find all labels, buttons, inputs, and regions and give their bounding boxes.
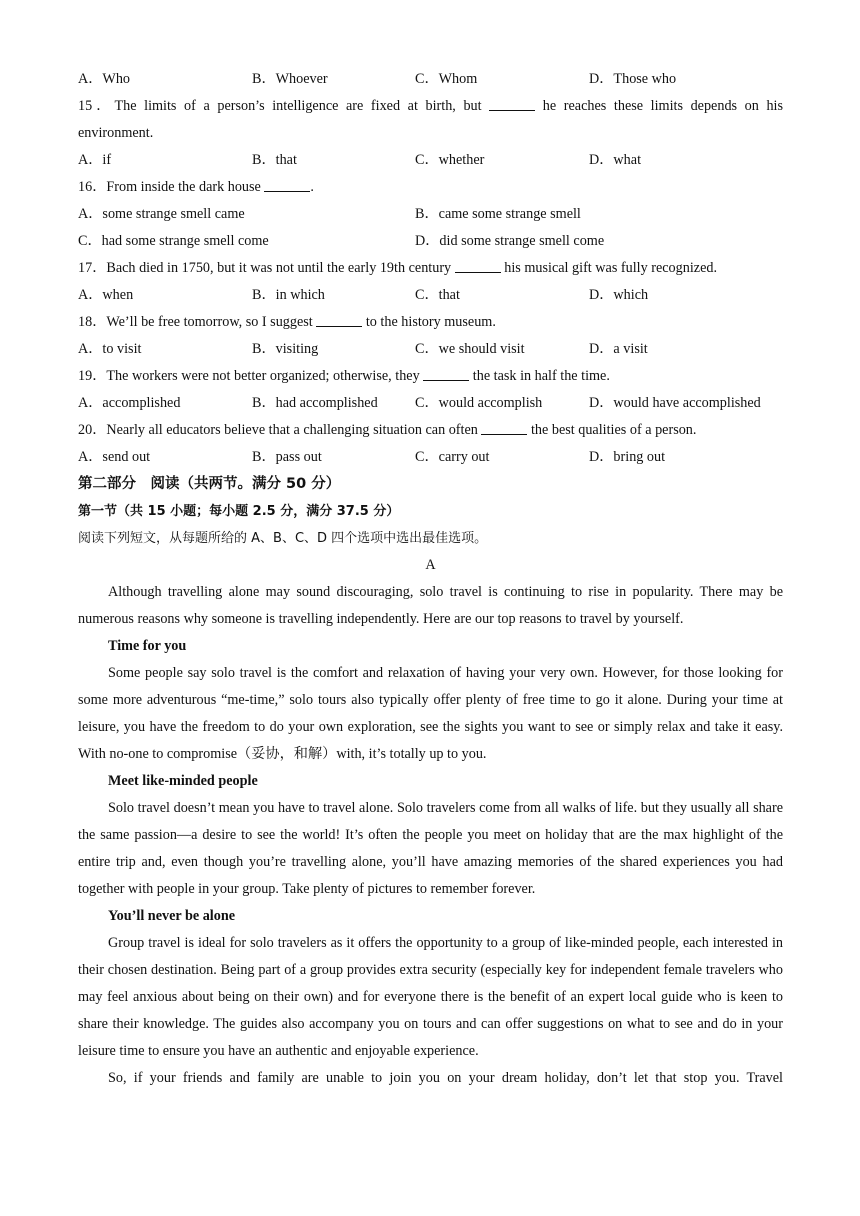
q20-option-a: A．send out: [78, 449, 151, 465]
q16-options-row1: [78, 201, 783, 228]
q19-option-a: A．accomplished: [78, 395, 181, 411]
passage-label: A: [425, 557, 436, 573]
answer-blank: [423, 364, 469, 381]
section1-title: 第一节（共 15 小题；每小题 2.5 分，满分 37.5 分）: [78, 504, 400, 519]
q14-option-a: A．Who: [78, 71, 131, 87]
passage-paragraph-1: Some people say solo travel is the comfort and relaxation of having your very own. However, for those looking for some more adventurous “me-time,” solo tours also typically offer plenty of free time to go it alone. During your time at leisure, you have the freedom to do your own exploration, see the sights you want to see or simply relax and take it easy. With no-one to compromise（妥协，和解）with, it’s totally up to you.: [78, 665, 783, 762]
q19-option-d: D．would have accomplished: [589, 395, 761, 411]
part2-title: 第二部分 阅读（共两节。满分 50 分）: [78, 476, 341, 492]
passage-heading-never-alone: You’ll never be alone: [108, 908, 236, 924]
passage-heading-meet-people: Meet like-minded people: [108, 773, 258, 789]
q18-option-b: B．visiting: [252, 341, 319, 357]
q15-stem-cont: environment.: [78, 125, 154, 141]
answer-blank: [264, 175, 310, 192]
q18-option-d: D．a visit: [589, 341, 648, 357]
q15-option-d: D．what: [589, 152, 642, 168]
reading-instruction: 阅读下列短文，从每题所给的 A、B、C、D 四个选项中选出最佳选项。: [78, 531, 488, 546]
q14-options: [78, 66, 783, 93]
q17-option-c: C．that: [415, 287, 460, 303]
q19-options: [78, 390, 783, 417]
passage-intro: Although travelling alone may sound discouraging, solo travel is continuing to rise in popularity. There may be numerous reasons why someone is travelling independently. Here are our top reasons to travel by yourself.: [78, 584, 783, 627]
q16-option-a: A．some strange smell came: [78, 206, 245, 222]
q17-option-d: D．which: [589, 287, 649, 303]
q18-option-a: A．to visit: [78, 341, 142, 357]
q15-stem: 15．The limits of a person’s intelligence are fixed at birth, but he reaches these limits depends on his: [78, 93, 783, 120]
q16-options-row2: [78, 228, 783, 255]
q18-option-c: C．we should visit: [415, 341, 525, 357]
answer-blank: [455, 256, 501, 273]
answer-blank: [316, 310, 362, 327]
passage-paragraph-4: So, if your friends and family are unable to join you on your dream holiday, don’t let that stop you. Travel: [108, 1070, 783, 1086]
q14-option-d: D．Those who: [589, 71, 677, 87]
q20-option-d: D．bring out: [589, 449, 666, 465]
q15-options: [78, 147, 783, 174]
passage-paragraph-2: Solo travel doesn’t mean you have to travel alone. Solo travelers come from all walks of life. but they usually all share the same passion—a desire to see the world! It’s often the people you meet on holiday that are the max highlight of the entire trip and, even though you’re travelling alone, you’ll have amazing memories of the shared experiences you had together with people in your group. Take plenty of pictures to remember forever.: [78, 800, 783, 897]
answer-blank: [489, 94, 535, 111]
q16-stem: 16．From inside the dark house .: [78, 174, 783, 201]
q16-option-b: B．came some strange smell: [415, 206, 581, 222]
q15-option-a: A．if: [78, 152, 112, 168]
q18-stem: 18．We’ll be free tomorrow, so I suggest to the history museum.: [78, 309, 783, 336]
q14-option-c: C．Whom: [415, 71, 478, 87]
q17-option-a: A．when: [78, 287, 134, 303]
passage-heading-time-for-you: Time for you: [108, 638, 187, 654]
q17-options: [78, 282, 783, 309]
q19-option-b: B．had accomplished: [252, 395, 378, 411]
q16-option-c: C．had some strange smell come: [78, 233, 269, 249]
q15-option-b: B．that: [252, 152, 297, 168]
q19-option-c: C．would accomplish: [415, 395, 543, 411]
q18-options: [78, 336, 783, 363]
passage-paragraph-3: Group travel is ideal for solo travelers as it offers the opportunity to a group of like-minded people, each interested in their chosen destination. Being part of a group provides extra security (especially key for independent female travelers who may feel anxious about being on their own) and for everyone there is the benefit of an expert local guide who is keen to share their knowledge. The guides also accompany you on tours and can offer suggestions on what to see and do in your leisure time to ensure you have an authentic and enjoyable experience.: [78, 935, 783, 1059]
q16-option-d: D．did some strange smell come: [415, 233, 605, 249]
exam-page: [78, 66, 783, 1092]
q17-stem: 17．Bach died in 1750, but it was not until the early 19th century his musical gift was fully recognized.: [78, 255, 783, 282]
q15-option-c: C．whether: [415, 152, 485, 168]
q20-stem: 20．Nearly all educators believe that a challenging situation can often the best qualities of a person.: [78, 417, 783, 444]
q20-options: [78, 444, 783, 471]
q20-option-c: C．carry out: [415, 449, 490, 465]
answer-blank: [481, 418, 527, 435]
q20-option-b: B．pass out: [252, 449, 322, 465]
q19-stem: 19．The workers were not better organized; otherwise, they the task in half the time.: [78, 363, 783, 390]
q17-option-b: B．in which: [252, 287, 325, 303]
q14-option-b: B．Whoever: [252, 71, 328, 87]
